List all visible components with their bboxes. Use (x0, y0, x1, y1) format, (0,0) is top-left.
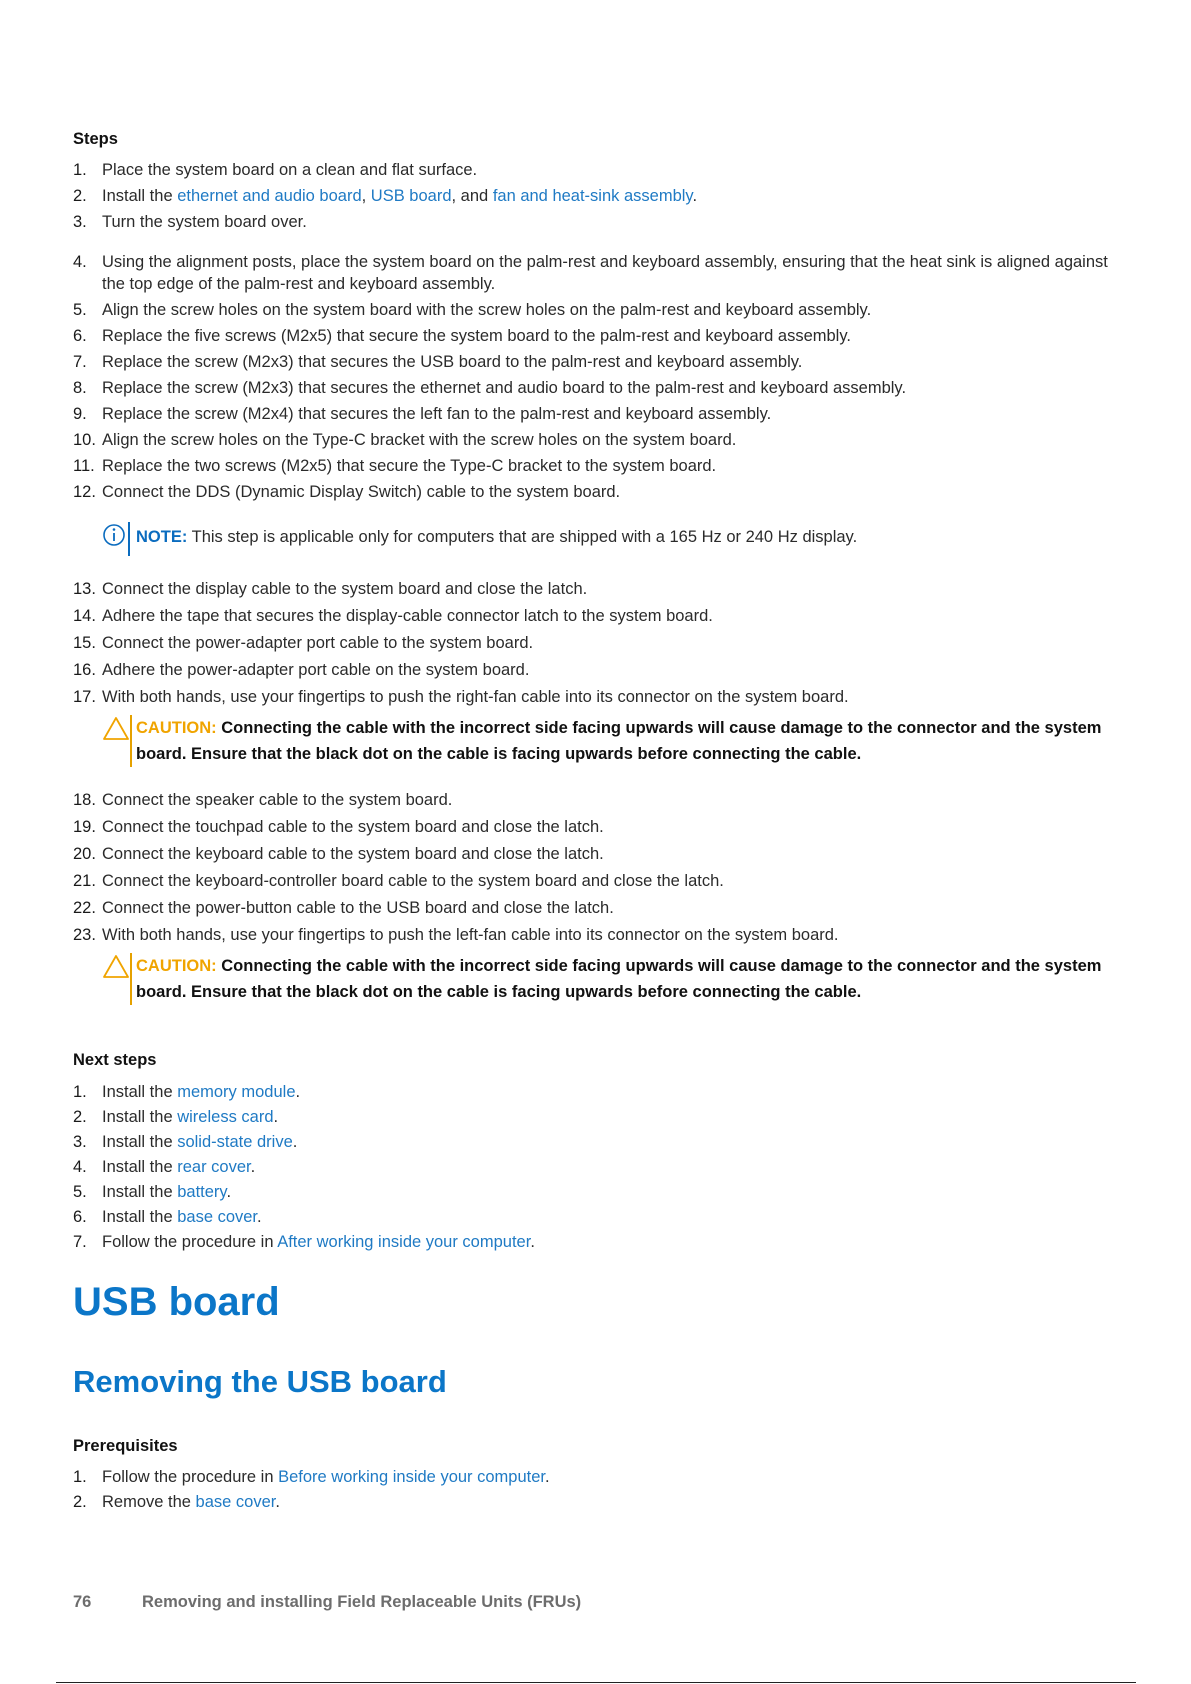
list-item-number: 2. (73, 1493, 87, 1511)
note-label: NOTE: (136, 528, 188, 546)
list-item (73, 185, 1123, 207)
list-item-text: Follow the procedure in (102, 1468, 279, 1486)
list-item-number: 5. (73, 301, 87, 319)
list-item-text: . (545, 1468, 550, 1486)
caution-callout-1 (102, 715, 1136, 767)
caution-label: CAUTION: (136, 957, 217, 975)
next-steps-heading: Next steps (73, 1051, 157, 1069)
list-item (73, 325, 1123, 347)
list-item-number: 2. (73, 187, 87, 205)
list-item-number: 2. (73, 1108, 87, 1126)
cross-reference-link[interactable]: After working inside your computer (277, 1233, 531, 1251)
list-item-text: Install the (102, 187, 178, 205)
list-item-text: Connect the touchpad cable to the system board and close the latch. (102, 818, 604, 836)
cross-reference-link[interactable]: Before working inside your computer (278, 1468, 545, 1486)
list-item-text: Replace the screw (M2x3) that secures the ethernet and audio board to the palm-rest and keyboard assembly. (102, 379, 907, 397)
list-item-text: Align the screw holes on the Type-C bracket with the screw holes on the system board. (102, 431, 737, 449)
prerequisites-heading: Prerequisites (73, 1437, 178, 1455)
list-item (73, 578, 1123, 600)
list-item-text: Install the (102, 1133, 178, 1151)
list-item-number: 7. (73, 1233, 87, 1251)
steps-heading: Steps (73, 130, 118, 148)
list-item-text: . (530, 1233, 535, 1251)
steps-list-a (73, 159, 1123, 233)
list-item-number: 4. (73, 253, 87, 271)
cross-reference-link[interactable]: base cover (177, 1208, 258, 1226)
list-item (73, 1206, 1123, 1228)
list-item (73, 159, 1123, 181)
cross-reference-link[interactable]: base cover (195, 1493, 276, 1511)
subsection-title: Removing the USB board (73, 1364, 447, 1399)
list-item-text: Replace the screw (M2x4) that secures the left fan to the palm-rest and keyboard assembly. (102, 405, 772, 423)
cross-reference-link[interactable]: memory module (177, 1083, 296, 1101)
page-footer (73, 1593, 581, 1612)
list-item-number: 5. (73, 1183, 87, 1201)
list-item-text: . (292, 1133, 298, 1151)
list-item-text: . (273, 1108, 279, 1126)
list-item (73, 403, 1123, 425)
list-item-text: Turn the system board over. (102, 213, 307, 231)
caution-callout-2 (102, 953, 1136, 1005)
list-item (73, 1106, 1123, 1128)
caution-label: CAUTION: (136, 719, 217, 737)
list-item (73, 1491, 1123, 1513)
note-bar (128, 522, 130, 556)
list-item-text: Connect the display cable to the system board and close the latch. (102, 580, 588, 598)
list-item (73, 1181, 1123, 1203)
list-item (73, 377, 1123, 399)
cross-reference-link[interactable]: USB board (370, 187, 452, 205)
list-item-text: Connect the keyboard-controller board cable to the system board and close the latch. (102, 872, 724, 890)
warning-triangle-icon (102, 715, 130, 741)
list-item-text: , and (451, 187, 493, 205)
list-item-number: 23. (73, 926, 96, 944)
steps-list-b (73, 251, 1123, 503)
list-item-number: 14. (73, 607, 96, 625)
note-text: This step is applicable only for computers that are shipped with a 165 Hz or 240 Hz display. (187, 528, 858, 546)
caution-text: Connecting the cable with the incorrect side facing upwards will cause damage to the connector and the system board. Ensure that the black dot on the cable is facing upwards before connecting the cable. (136, 719, 1102, 763)
list-item-text: Follow the procedure in (102, 1233, 278, 1251)
list-item (73, 632, 1123, 654)
list-item (73, 299, 1123, 321)
cross-reference-link[interactable]: fan and heat-sink assembly (492, 187, 693, 205)
list-item-text: Connect the speaker cable to the system board. (102, 791, 453, 809)
section-title: USB board (73, 1280, 280, 1324)
list-item-text: Install the (102, 1083, 178, 1101)
list-item-number: 21. (73, 872, 96, 890)
list-item (73, 789, 1123, 811)
list-item-text: . (226, 1183, 232, 1201)
list-item-number: 9. (73, 405, 87, 423)
list-item-text: Adhere the power-adapter port cable on the system board. (102, 661, 530, 679)
list-item-text: . (692, 187, 698, 205)
footer-rule (56, 1682, 1136, 1683)
list-item-text: Install the (102, 1183, 178, 1201)
note-callout (102, 522, 857, 556)
list-item-number: 6. (73, 327, 87, 345)
list-item (73, 455, 1123, 477)
list-item-text: Align the screw holes on the system board with the screw holes on the palm-rest and keyboard assembly. (102, 301, 872, 319)
page-number: 76 (73, 1593, 92, 1611)
cross-reference-link[interactable]: battery (177, 1183, 227, 1201)
list-item-text: With both hands, use your fingertips to push the right-fan cable into its connector on the system board. (102, 688, 849, 706)
steps-list-c (73, 578, 1123, 708)
list-item (73, 1156, 1123, 1178)
list-item-text: Connect the power-adapter port cable to the system board. (102, 634, 534, 652)
list-item-number: 1. (73, 1083, 87, 1101)
list-item-text: Place the system board on a clean and flat surface. (102, 161, 478, 179)
list-item (73, 251, 1123, 295)
list-item-text: Adhere the tape that secures the display-cable connector latch to the system board. (102, 607, 713, 625)
list-item (73, 659, 1123, 681)
list-item-text: Replace the two screws (M2x5) that secure the Type-C bracket to the system board. (102, 457, 717, 475)
info-icon (102, 522, 128, 548)
list-item-number: 3. (73, 1133, 87, 1151)
list-item-text: . (250, 1158, 256, 1176)
list-item-number: 4. (73, 1158, 87, 1176)
list-item-number: 18. (73, 791, 96, 809)
caution-bar (130, 715, 132, 767)
caution-bar (130, 953, 132, 1005)
list-item-text: Using the alignment posts, place the system board on the palm-rest and keyboard assembly, ensuring that the heat sink is aligned against the top edge of the palm-rest and keyboard assembly. (102, 253, 1108, 293)
list-item-text: . (295, 1083, 301, 1101)
caution-text: Connecting the cable with the incorrect side facing upwards will cause damage to the connector and the system board. Ensure that the black dot on the cable is facing upwards before connecting the cable. (136, 957, 1102, 1001)
list-item (73, 686, 1123, 708)
list-item (73, 1231, 1123, 1253)
list-item-text: Replace the screw (M2x3) that secures the USB board to the palm-rest and keyboard assembly. (102, 353, 803, 371)
list-item-number: 20. (73, 845, 96, 863)
list-item-number: 1. (73, 1468, 87, 1486)
list-item (73, 843, 1123, 865)
list-item (73, 481, 1123, 503)
list-item-number: 13. (73, 580, 96, 598)
list-item-number: 3. (73, 213, 87, 231)
list-item-number: 22. (73, 899, 96, 917)
list-item (73, 924, 1123, 946)
list-item (73, 351, 1123, 373)
list-item (73, 211, 1123, 233)
list-item-number: 19. (73, 818, 96, 836)
list-item-text: . (257, 1208, 262, 1226)
list-item-text: Replace the five screws (M2x5) that secure the system board to the palm-rest and keyboard assembly. (102, 327, 851, 345)
list-item (73, 429, 1123, 451)
list-item (73, 605, 1123, 627)
list-item (73, 1131, 1123, 1153)
list-item-number: 17. (73, 688, 96, 706)
list-item-text: Install the (102, 1158, 178, 1176)
list-item-text: Connect the DDS (Dynamic Display Switch) cable to the system board. (102, 483, 621, 501)
cross-reference-link[interactable]: ethernet and audio board (177, 187, 362, 205)
list-item (73, 1081, 1123, 1103)
list-item-number: 12. (73, 483, 96, 501)
list-item-text: Remove the (102, 1493, 196, 1511)
list-item (73, 1466, 1123, 1488)
list-item-text: With both hands, use your fingertips to push the left-fan cable into its connector on the system board. (102, 926, 839, 944)
cross-reference-link[interactable]: solid-state drive (177, 1133, 293, 1151)
list-item-number: 10. (73, 431, 96, 449)
warning-triangle-icon (102, 953, 130, 979)
cross-reference-link[interactable]: rear cover (177, 1158, 251, 1176)
chapter-title: Removing and installing Field Replaceable Units (FRUs) (142, 1593, 582, 1611)
next-steps-list (73, 1081, 1123, 1253)
list-item-text: . (275, 1493, 280, 1511)
list-item-text: Install the (102, 1208, 178, 1226)
list-item (73, 897, 1123, 919)
cross-reference-link[interactable]: wireless card (177, 1108, 274, 1126)
list-item (73, 816, 1123, 838)
list-item-number: 7. (73, 353, 87, 371)
list-item-number: 6. (73, 1208, 87, 1226)
list-item-text: , (361, 187, 371, 205)
list-item-number: 15. (73, 634, 96, 652)
list-item-number: 11. (73, 457, 95, 475)
list-item-number: 16. (73, 661, 96, 679)
list-item-number: 1. (73, 161, 87, 179)
list-item-text: Connect the power-button cable to the USB board and close the latch. (102, 899, 614, 917)
list-item-number: 8. (73, 379, 87, 397)
list-item-text: Connect the keyboard cable to the system board and close the latch. (102, 845, 604, 863)
list-item (73, 870, 1123, 892)
steps-list-d (73, 789, 1123, 946)
prerequisites-list (73, 1466, 1123, 1513)
list-item-text: Install the (102, 1108, 178, 1126)
